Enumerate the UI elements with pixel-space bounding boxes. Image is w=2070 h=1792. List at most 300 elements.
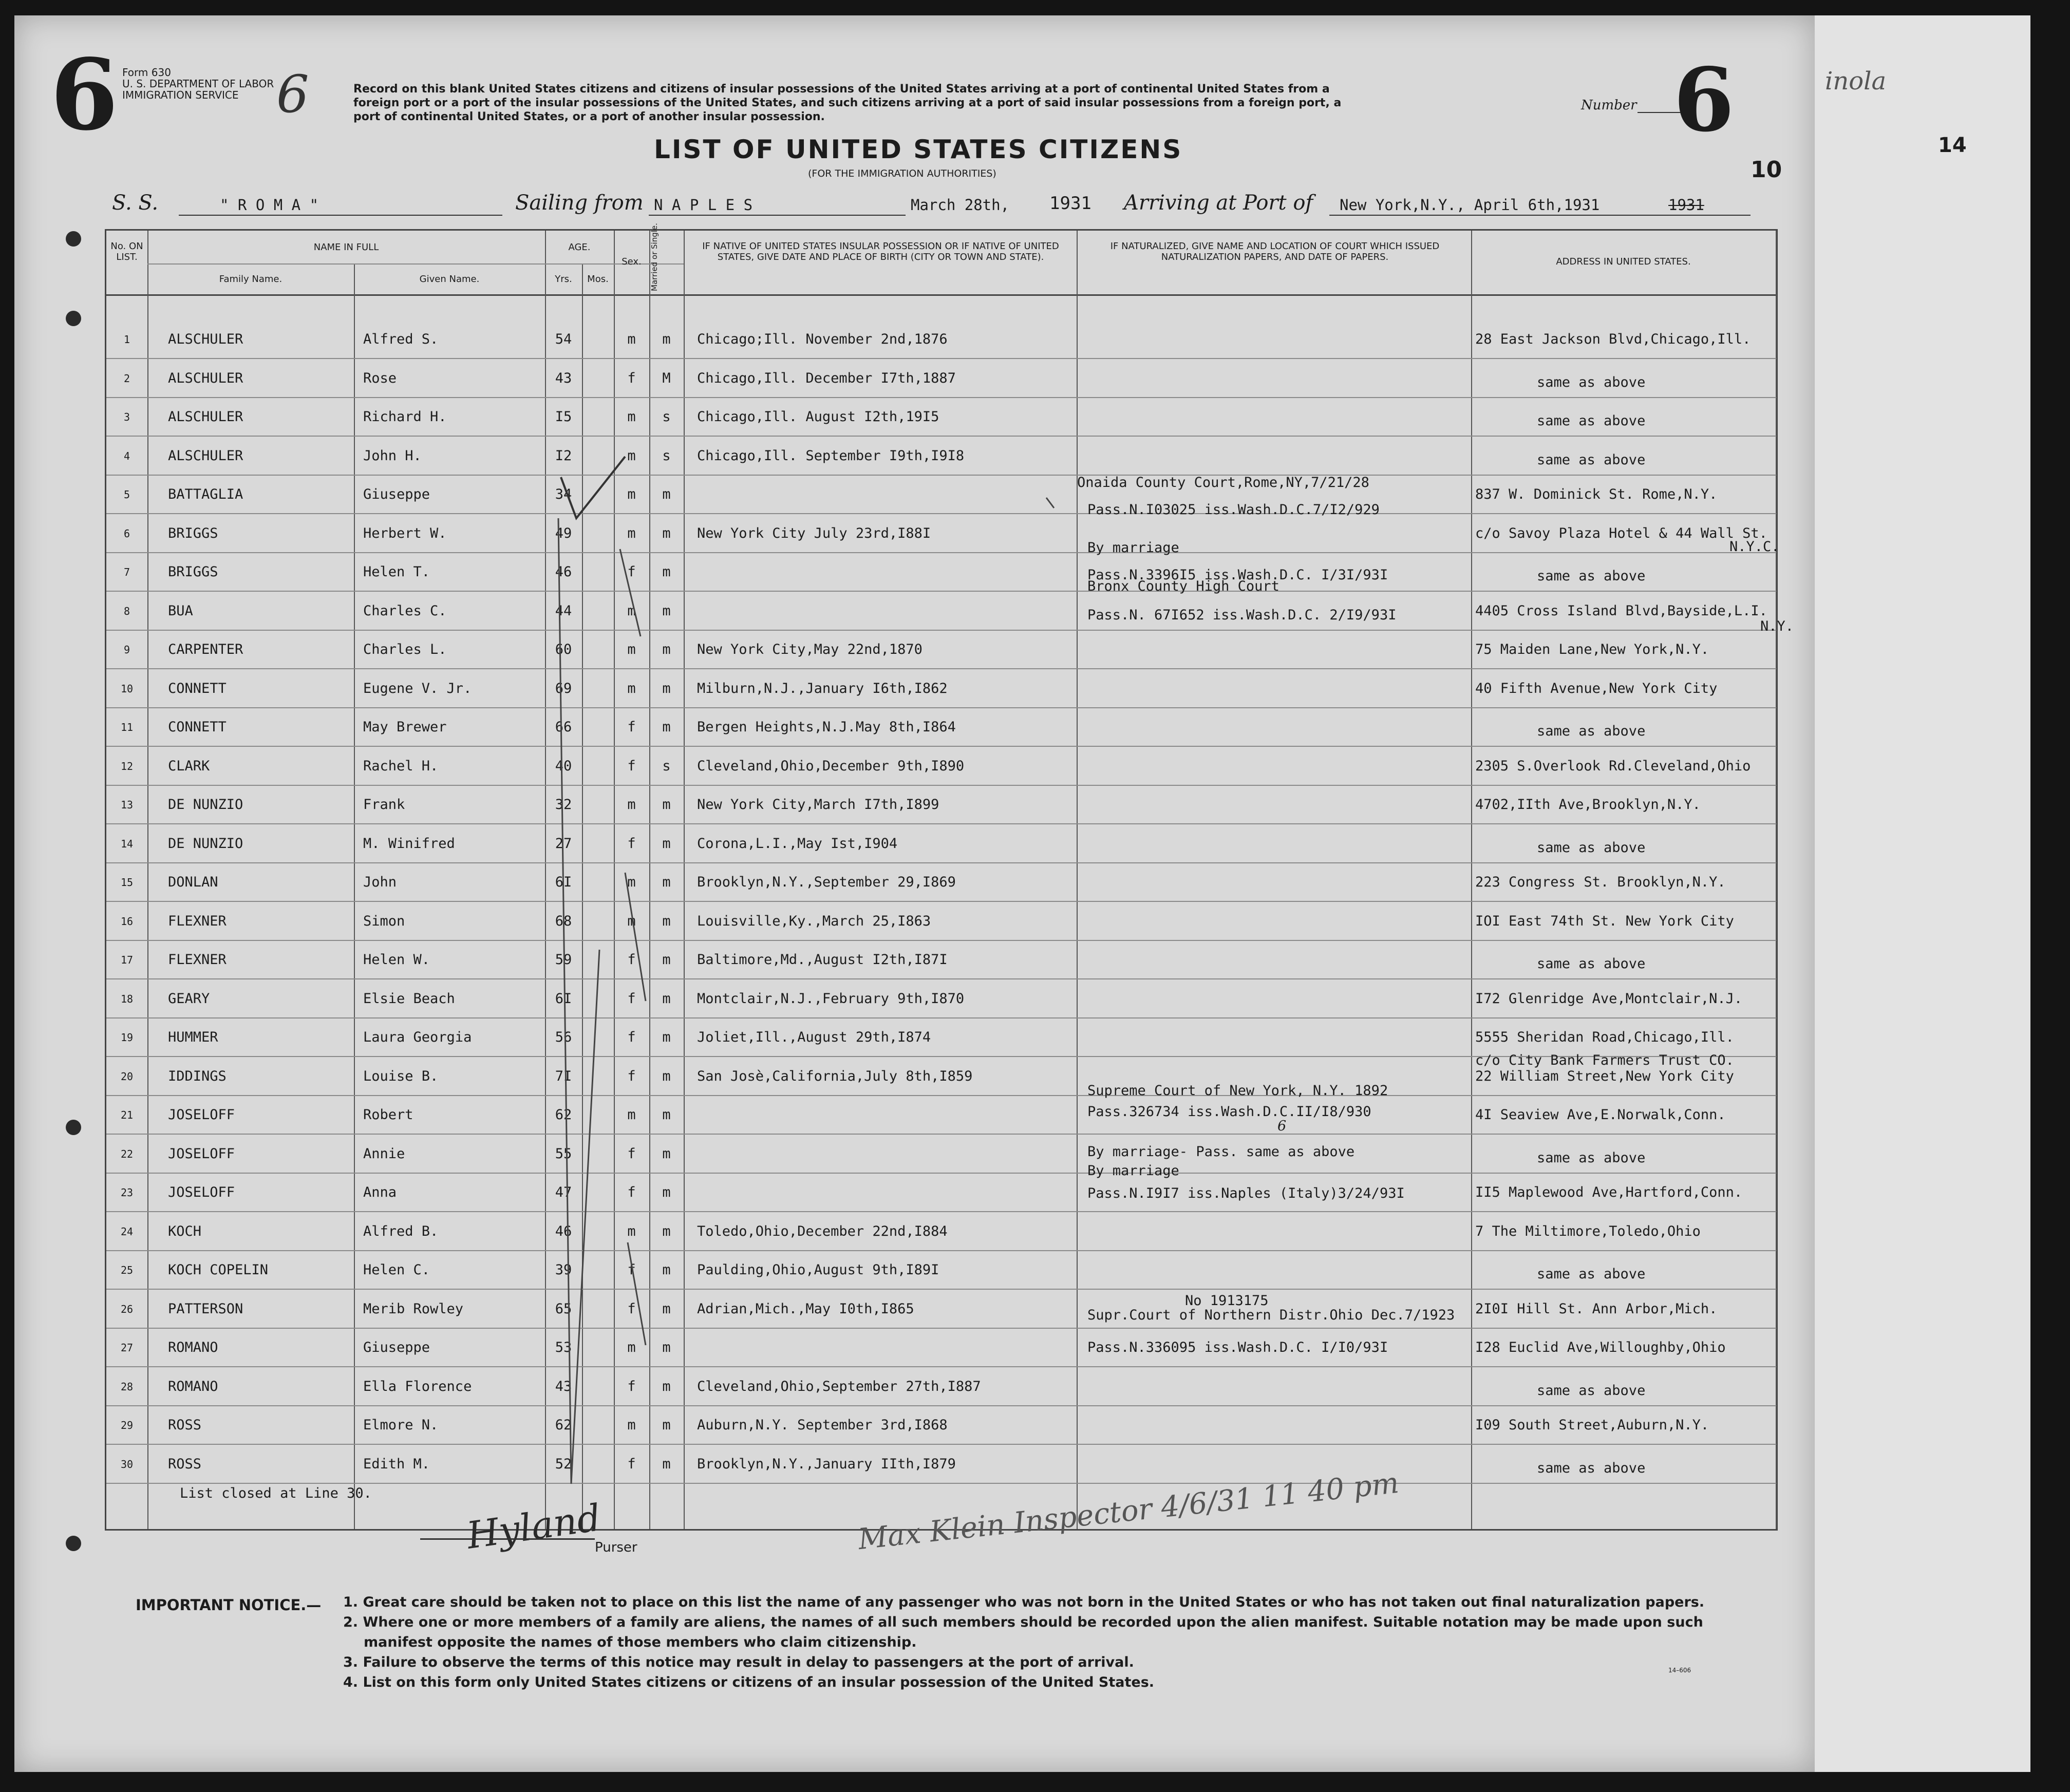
address: 2I0I Hill St. Ann Arbor,Mich.	[1475, 1300, 1718, 1317]
birth-place-date: Paulding,Ohio,August 9th,I89I	[697, 1262, 939, 1278]
binder-hole	[66, 231, 81, 247]
sex: m	[627, 1340, 636, 1355]
sailing-label: Sailing from	[515, 191, 644, 215]
birth-place-date: New York City,March I7th,I899	[697, 797, 939, 813]
age-years: 53	[555, 1340, 572, 1355]
record-text-line: Record on this blank United States citizens and citizens of insular possessions of the United States arriving at a port of continental United States from a	[353, 83, 1330, 96]
family-name: JOSELOFF	[168, 1145, 235, 1162]
family-name: DONLAN	[168, 874, 218, 890]
year-to: 1931	[1668, 196, 1704, 214]
address: 40 Fifth Avenue,New York City	[1475, 680, 1718, 696]
address: same as above	[1537, 451, 1646, 468]
marital-status: m	[662, 642, 671, 657]
marital-status: m	[662, 1378, 671, 1394]
row-number: 25	[120, 1264, 134, 1276]
sex: m	[627, 680, 636, 696]
sex: m	[627, 331, 636, 347]
age-years: I2	[555, 447, 572, 464]
address: 5555 Sheridan Road,Chicago,Ill.	[1475, 1029, 1734, 1045]
address: same as above	[1537, 1382, 1646, 1399]
age-years: 55	[555, 1145, 572, 1162]
address: same as above	[1537, 956, 1646, 972]
given-name: Anna	[363, 1184, 397, 1200]
given-name: Eugene V. Jr.	[363, 680, 472, 696]
sex: m	[627, 797, 636, 813]
address: 223 Congress St. Brooklyn,N.Y.	[1475, 874, 1726, 890]
marital-status: m	[662, 680, 671, 696]
marital-status: m	[662, 1300, 671, 1317]
row-number: 19	[120, 1031, 134, 1044]
family-name: ALSCHULER	[168, 409, 243, 425]
birth-place-date: Auburn,N.Y. September 3rd,I868	[697, 1417, 948, 1433]
address: 4405 Cross Island Blvd,Bayside,L.I.	[1475, 602, 1767, 619]
family-name: CONNETT	[168, 719, 227, 735]
address: same as above	[1537, 723, 1646, 739]
row-number: 7	[123, 566, 130, 578]
age-years: 52	[555, 1456, 572, 1472]
family-name: BRIGGS	[168, 525, 218, 541]
address: 2305 S.Overlook Rd.Cleveland,Ohio	[1475, 758, 1751, 774]
nat-mark: 6	[1277, 1118, 1287, 1134]
age-years: I5	[555, 409, 572, 425]
sex: f	[627, 952, 636, 968]
marital-status: m	[662, 525, 671, 541]
family-name: PATTERSON	[168, 1300, 243, 1317]
given-name: Richard H.	[363, 409, 447, 425]
family-name: FLEXNER	[168, 952, 227, 968]
sex: m	[627, 1107, 636, 1123]
birth-place-date: Chicago;Ill. November 2nd,1876	[697, 331, 948, 347]
age-years: 43	[555, 1378, 572, 1394]
sex: f	[627, 1145, 636, 1162]
port-to: New York,N.Y., April 6th,1931	[1340, 196, 1600, 214]
given-name: Helen T.	[363, 564, 430, 580]
age-years: 6I	[555, 874, 572, 890]
arriving-label: Arriving at Port of	[1124, 191, 1313, 215]
row-number: 27	[120, 1342, 134, 1354]
page-title: LIST OF UNITED STATES CITIZENS	[654, 135, 1183, 164]
marital-status: s	[662, 409, 671, 425]
col-header-yrs: Yrs.	[555, 274, 572, 285]
binder-hole	[66, 1120, 81, 1135]
birth-place-date: Milburn,N.J.,January I6th,I862	[697, 680, 948, 696]
sex: f	[627, 564, 636, 580]
birth-place-date: Corona,L.I.,May Ist,I904	[697, 835, 898, 852]
marital-status: s	[662, 758, 671, 774]
age-years: 32	[555, 797, 572, 813]
adjacent-page-number: 14	[1938, 134, 1967, 157]
age-years: 34	[555, 486, 572, 502]
marital-status: m	[662, 913, 671, 929]
birth-place-date: Chicago,Ill. December I7th,1887	[697, 370, 956, 386]
row-number: 9	[123, 644, 130, 656]
birth-place-date: Chicago,Ill. August I2th,19I5	[697, 409, 939, 425]
marital-status: m	[662, 1145, 671, 1162]
record-text-line: port of continental United States, or a port of another insular possession.	[353, 110, 825, 123]
row-number: 4	[123, 449, 130, 462]
nat-line-top: Onaida County Court,Rome,NY,7/21/28	[1077, 475, 1369, 491]
col-header-address: ADDRESS IN UNITED STATES.	[1556, 256, 1691, 267]
age-years: 6I	[555, 990, 572, 1007]
manifest-sheet	[14, 15, 1815, 1772]
marital-status: s	[662, 447, 671, 464]
col-header-mos: Mos.	[587, 274, 609, 285]
family-name: DE NUNZIO	[168, 835, 243, 852]
row-number: 1	[123, 333, 130, 346]
sex: f	[627, 1068, 636, 1084]
age-years: 39	[555, 1262, 572, 1278]
given-name: Helen C.	[363, 1262, 430, 1278]
row-number: 26	[120, 1303, 134, 1315]
addr-continuation: N.Y.	[1760, 618, 1794, 634]
birth-place-date: Toledo,Ohio,December 22nd,I884	[697, 1223, 948, 1239]
sex: f	[627, 719, 636, 735]
inspection-marks	[106, 223, 1776, 1529]
family-name: BRIGGS	[168, 564, 218, 580]
family-name: GEARY	[168, 990, 210, 1007]
ss-label: S. S.	[112, 191, 159, 215]
row-number: 3	[123, 411, 130, 423]
birth-place-date: New York City July 23rd,I88I	[697, 525, 931, 541]
address: same as above	[1537, 374, 1646, 390]
address: 75 Maiden Lane,New York,N.Y.	[1475, 642, 1709, 657]
row-number: 2	[123, 372, 130, 385]
naturalization: Pass.N.336095 iss.Wash.D.C. I/I0/93I	[1087, 1340, 1388, 1355]
birth-place-date: Adrian,Mich.,May I0th,I865	[697, 1300, 914, 1317]
row-number: 17	[120, 954, 134, 966]
address: 22 William Street,New York City	[1475, 1068, 1734, 1084]
sex: f	[627, 1300, 636, 1317]
age-years: 54	[555, 331, 572, 347]
family-name: BUA	[168, 602, 193, 619]
sex: f	[627, 835, 636, 852]
marital-status: m	[662, 486, 671, 502]
nat-line: Supr.Court of Northern Distr.Ohio Dec.7/1923	[1087, 1307, 1455, 1323]
given-name: Elmore N.	[363, 1417, 439, 1433]
form-identification	[122, 67, 274, 101]
col-header-name: NAME IN FULL	[313, 242, 379, 253]
handwritten-number: 6	[276, 64, 309, 124]
given-name: Frank	[363, 797, 405, 813]
family-name: JOSELOFF	[168, 1107, 235, 1123]
given-name: Charles C.	[363, 602, 447, 619]
row-number: 29	[120, 1419, 134, 1431]
adjacent-page-edge	[1815, 15, 2030, 1772]
row-number: 12	[120, 760, 134, 772]
given-name: Elsie Beach	[363, 990, 455, 1007]
col-header-naturalized: IF NATURALIZED, GIVE NAME AND LOCATION OF COURT WHICH ISSUED NATURALIZATION PAPERS, AND DATE OF PAPERS.	[1110, 241, 1440, 262]
given-name: Alfred S.	[363, 331, 439, 347]
family-name: CLARK	[168, 758, 210, 774]
sex: f	[627, 1262, 636, 1278]
marital-status: m	[662, 1068, 671, 1084]
age-years: 44	[555, 602, 572, 619]
addr-continuation: N.Y.C.	[1729, 539, 1780, 555]
corner-number-right: 6	[1673, 49, 1735, 152]
date-from: March 28th,	[911, 196, 1010, 214]
sex: f	[627, 990, 636, 1007]
purser-signature: Hyland	[464, 1496, 604, 1557]
binder-hole	[66, 1536, 81, 1551]
marital-status: M	[662, 370, 671, 386]
birth-place-date: Joliet,Ill.,August 29th,I874	[697, 1029, 931, 1045]
passenger-table	[105, 223, 1794, 1531]
purser-signature-line	[420, 1538, 595, 1540]
given-name: John	[363, 874, 397, 890]
age-years: 46	[555, 564, 572, 580]
row-number: 8	[123, 605, 130, 617]
address: same as above	[1537, 568, 1646, 584]
sex: m	[627, 447, 636, 464]
nat-line: Pass.326734 iss.Wash.D.C.II/I8/930	[1087, 1104, 1371, 1120]
birth-place-date: Brooklyn,N.Y.,January IIth,I879	[697, 1456, 956, 1472]
ship-name: " R O M A "	[220, 196, 319, 214]
marital-status: m	[662, 1417, 671, 1433]
row-number: 18	[120, 992, 134, 1005]
address: 4I Seaview Ave,E.Norwalk,Conn.	[1475, 1107, 1726, 1123]
age-years: 49	[555, 525, 572, 541]
adjacent-page-scrawl: inola	[1825, 67, 1887, 96]
marital-status: m	[662, 719, 671, 735]
service-name: IMMIGRATION SERVICE	[122, 89, 239, 101]
given-name: Giuseppe	[363, 1340, 430, 1355]
sex: m	[627, 602, 636, 619]
sex: m	[627, 525, 636, 541]
family-name: CONNETT	[168, 680, 227, 696]
age-years: 40	[555, 758, 572, 774]
family-name: IDDINGS	[168, 1068, 227, 1084]
family-name: BATTAGLIA	[168, 486, 243, 502]
given-name: May Brewer	[363, 719, 447, 735]
sex: f	[627, 1456, 636, 1472]
record-instructions	[353, 82, 1504, 124]
address: 837 W. Dominick St. Rome,N.Y.	[1475, 486, 1718, 502]
naturalization: By marriage- Pass. same as above	[1087, 1143, 1355, 1160]
important-notice-heading: IMPORTANT NOTICE.—	[136, 1596, 322, 1614]
address: same as above	[1537, 1149, 1646, 1166]
age-years: 60	[555, 642, 572, 657]
address: same as above	[1537, 413, 1646, 429]
family-name: KOCH	[168, 1223, 202, 1239]
age-years: 7I	[555, 1068, 572, 1084]
marital-status: m	[662, 564, 671, 580]
address: I72 Glenridge Ave,Montclair,N.J.	[1475, 990, 1743, 1007]
row-number: 6	[123, 527, 130, 540]
family-name: KOCH COPELIN	[168, 1262, 269, 1278]
marital-status: m	[662, 797, 671, 813]
given-name: Annie	[363, 1145, 405, 1162]
marital-status: m	[662, 1223, 671, 1239]
nat-line-top: By marriage	[1087, 1163, 1179, 1179]
marital-status: m	[662, 1456, 671, 1472]
col-header-given: Given Name.	[419, 274, 480, 285]
marital-status: m	[662, 1262, 671, 1278]
row-number: 13	[120, 799, 134, 811]
birth-place-date: Bergen Heights,N.J.May 8th,I864	[697, 719, 956, 735]
marital-status: m	[662, 990, 671, 1007]
row-number: 5	[123, 488, 130, 501]
marital-status: m	[662, 331, 671, 347]
family-name: ALSCHULER	[168, 447, 243, 464]
given-name: Herbert W.	[363, 525, 447, 541]
marital-status: m	[662, 1029, 671, 1045]
sex: m	[627, 409, 636, 425]
age-years: 62	[555, 1107, 572, 1123]
family-name: ROSS	[168, 1417, 202, 1433]
naturalization: Supreme Court of New York, N.Y. 1892	[1087, 1082, 1388, 1099]
row-number: 30	[120, 1458, 134, 1470]
age-years: 46	[555, 1223, 572, 1239]
address: 4702,IIth Ave,Brooklyn,N.Y.	[1475, 797, 1701, 813]
address: II5 Maplewood Ave,Hartford,Conn.	[1475, 1184, 1743, 1200]
given-name: Charles L.	[363, 642, 447, 657]
family-name: ROMANO	[168, 1378, 218, 1394]
row-number: 21	[120, 1109, 134, 1121]
birth-place-date: New York City,May 22nd,1870	[697, 642, 923, 657]
address: IOI East 74th St. New York City	[1475, 913, 1734, 929]
number-label: Number	[1581, 98, 1637, 113]
given-name: Giuseppe	[363, 486, 430, 502]
corner-number-left: 6	[50, 37, 119, 152]
purser-label: Purser	[595, 1540, 637, 1555]
page-subtitle: (FOR THE IMMIGRATION AUTHORITIES)	[808, 168, 996, 179]
family-name: ALSCHULER	[168, 370, 243, 386]
age-years: 68	[555, 913, 572, 929]
age-years: 56	[555, 1029, 572, 1045]
given-name: Helen W.	[363, 952, 430, 968]
given-name: M. Winifred	[363, 835, 455, 852]
birth-place-date: Baltimore,Md.,August I2th,I87I	[697, 952, 948, 968]
form-code: 14–606	[1668, 1667, 1691, 1674]
address: same as above	[1537, 839, 1646, 856]
nat-number: No 1913175	[1185, 1293, 1269, 1309]
col-header-no: No. ON LIST.	[110, 241, 143, 262]
notice-item: 4. List on this form only United States citizens or citizens of an insular possession of the United States.	[343, 1674, 1155, 1690]
naturalization: Pass.N.I03025 iss.Wash.D.C.7/I2/929	[1087, 502, 1380, 518]
age-years: 27	[555, 835, 572, 852]
sex: f	[627, 1184, 636, 1200]
age-years: 69	[555, 680, 572, 696]
marital-status: m	[662, 1340, 671, 1355]
family-name: FLEXNER	[168, 913, 227, 929]
family-name: DE NUNZIO	[168, 797, 243, 813]
list-closed-note: List closed at Line 30.	[180, 1485, 372, 1501]
given-name: Laura Georgia	[363, 1029, 472, 1045]
marital-status: m	[662, 874, 671, 890]
sex: m	[627, 1223, 636, 1239]
col-header-married: Married or Single.	[650, 223, 659, 291]
notice-item: manifest opposite the names of those members who claim citizenship.	[364, 1634, 917, 1650]
birth-place-date: Chicago,Ill. September I9th,I9I8	[697, 447, 965, 464]
department-name: U. S. DEPARTMENT OF LABOR	[122, 78, 274, 90]
birth-place-date: Louisville,Ky.,March 25,I863	[697, 913, 931, 929]
sex: f	[627, 1029, 636, 1045]
family-name: ROSS	[168, 1456, 202, 1472]
age-years: 62	[555, 1417, 572, 1433]
age-years: 66	[555, 719, 572, 735]
family-name: ALSCHULER	[168, 331, 243, 347]
col-header-sex: Sex.	[622, 256, 642, 267]
birth-place-date: Montclair,N.J.,February 9th,I870	[697, 990, 965, 1007]
nat-line: Pass.N.3396I5 iss.Wash.D.C. I/3I/93I	[1087, 567, 1388, 583]
marital-status: m	[662, 835, 671, 852]
address: I09 South Street,Auburn,N.Y.	[1475, 1417, 1709, 1433]
row-number: 20	[120, 1070, 134, 1083]
birth-place-date: San Josè,California,July 8th,I859	[697, 1068, 973, 1084]
row-number: 15	[120, 876, 134, 889]
address: 7 The Miltimore,Toledo,Ohio	[1475, 1223, 1701, 1239]
addr-line-top: c/o City Bank Farmers Trust CO.	[1475, 1052, 1734, 1068]
sex: f	[627, 1378, 636, 1394]
naturalization: Bronx County High Court	[1087, 578, 1279, 594]
record-text-line: foreign port or a port of the insular possessions of the United States, and such citizens arriving at a port of said insular possessions from a foreign port, a	[353, 97, 1342, 109]
notice-item: 2. Where one or more members of a family are aliens, the names of all such members should be recorded upon the alien manifest. Suitable notation may be made upon such	[343, 1614, 1703, 1630]
family-name: CARPENTER	[168, 642, 243, 657]
marital-status: m	[662, 602, 671, 619]
address: 28 East Jackson Blvd,Chicago,Ill.	[1475, 331, 1751, 347]
row-number: 28	[120, 1380, 134, 1393]
age-years: 59	[555, 952, 572, 968]
marital-status: m	[662, 952, 671, 968]
given-name: Simon	[363, 913, 405, 929]
address: c/o Savoy Plaza Hotel & 44 Wall St.	[1475, 525, 1767, 541]
row-number: 11	[120, 721, 134, 733]
marital-status: m	[662, 1184, 671, 1200]
given-name: Rachel H.	[363, 758, 439, 774]
given-name: Ella Florence	[363, 1378, 472, 1394]
sex: m	[627, 486, 636, 502]
important-notices	[343, 1592, 1833, 1692]
address: I28 Euclid Ave,Willoughby,Ohio	[1475, 1340, 1726, 1355]
binder-hole	[66, 311, 81, 326]
given-name: Rose	[363, 370, 397, 386]
nat-line: Pass.N. 67I652 iss.Wash.D.C. 2/I9/93I	[1087, 607, 1397, 623]
row-number: 14	[120, 837, 134, 850]
row-number: 16	[120, 915, 134, 928]
sex: m	[627, 874, 636, 890]
form-number: Form 630	[122, 66, 171, 79]
given-name: Alfred B.	[363, 1223, 439, 1239]
port-from: N A P L E S	[654, 196, 753, 214]
family-name: ROMANO	[168, 1340, 218, 1355]
voyage-line	[14, 190, 1815, 221]
marital-status: m	[662, 1107, 671, 1123]
birth-place-date: Brooklyn,N.Y.,September 29,I869	[697, 874, 956, 890]
family-name: JOSELOFF	[168, 1184, 235, 1200]
sex: f	[627, 370, 636, 386]
col-header-birth: IF NATIVE OF UNITED STATES INSULAR POSSESSION OR IF NATIVE OF UNITED STATES, GIVE DATE AND PLACE OF BIRTH (CITY OR TOWN AND STATE).	[702, 241, 1059, 262]
row-number: 23	[120, 1186, 134, 1199]
sex: m	[627, 1417, 636, 1433]
row-number: 24	[120, 1225, 134, 1238]
age-years: 47	[555, 1184, 572, 1200]
given-name: Merib Rowley	[363, 1300, 464, 1317]
family-name: HUMMER	[168, 1029, 218, 1045]
notice-item: 1. Great care should be taken not to place on this list the name of any passenger who was not born in the United States or who has not taken out final naturalization papers.	[343, 1594, 1705, 1610]
given-name: Robert	[363, 1107, 413, 1123]
notice-item: 3. Failure to observe the terms of this notice may result in delay to passengers at the port of arrival.	[343, 1654, 1134, 1670]
age-years: 43	[555, 370, 572, 386]
naturalization: By marriage	[1087, 539, 1179, 556]
year-from: 1931	[1049, 193, 1092, 214]
given-name: Edith M.	[363, 1456, 430, 1472]
sex: m	[627, 913, 636, 929]
row-number: 10	[120, 682, 134, 695]
sex: m	[627, 642, 636, 657]
col-header-family: Family Name.	[219, 274, 283, 285]
sex: f	[627, 758, 636, 774]
row-number: 22	[120, 1147, 134, 1160]
